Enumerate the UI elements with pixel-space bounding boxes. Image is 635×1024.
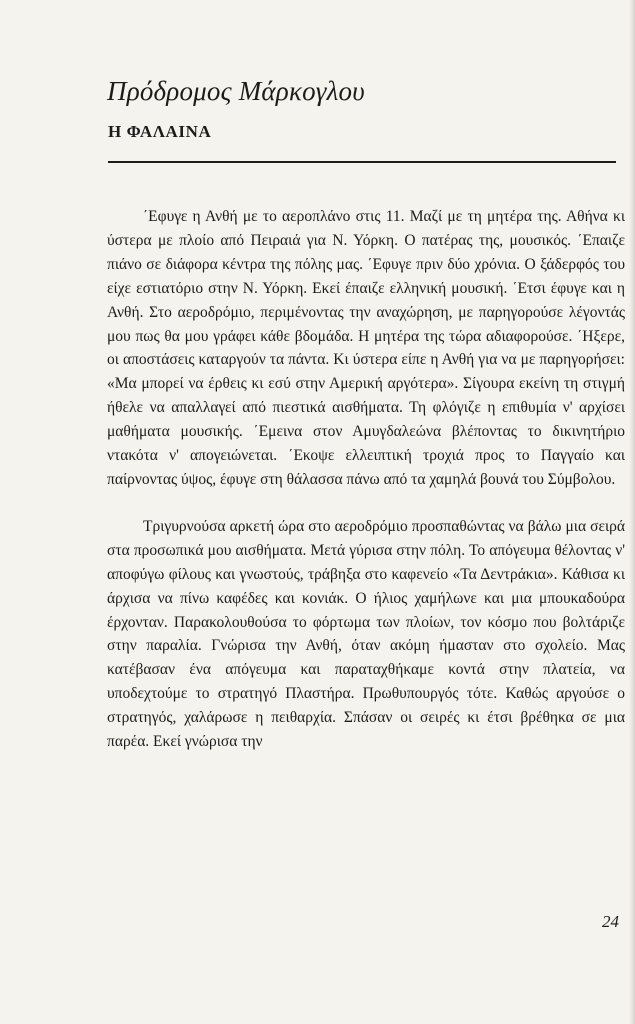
body-text — [107, 205, 625, 754]
story-title: Η ΦΑΛΑΙΝΑ — [108, 122, 212, 141]
page-number: 24 — [602, 912, 619, 931]
paragraph: Τριγυρνούσα αρκετή ώρα στο αεροδρόμιο προσπαθώντας να βάλω μια σειρά στα προσωπικά μου αισθήματα. Μετά γύρισα στην πόλη. Το απόγευμα θέλοντας ν' αποφύγω φίλους και γνωστούς, τράβηξα στο καφενείο «Τα Δεντράκια». Κάθισα κι άρχισα να πίνω καφέδες και κονιάκ. Ο ήλιος χαμήλωνε και μια μπουκαδούρα έρχονταν. Παρακολουθούσα το φόρτωμα των πλοίων, τον κόσμο που βολτάριζε στην παραλία. Γνώρισα την Ανθή, όταν ακόμη ήμασταν στο σχολείο. Μας κατέβασαν ένα απόγευμα και παραταχθήκαμε κοντά στην πλατεία, να υποδεχτούμε το στρατηγό Πλαστήρα. Πρωθυπουργός τότε. Καθώς αργούσε ο στρατηγός, χαλάρωσε η πειθαρχία. Σπάσαν οι σειρές κι έτσι βρέθηκα σε μια παρέα. Εκεί γνώρισα την — [107, 517, 625, 751]
author-name: Πρόδρομος Μάρκογλου — [107, 76, 365, 106]
paragraph: ΄Εφυγε η Ανθή με το αεροπλάνο στις 11. Μαζί με τη μητέρα της. Αθήνα κι ύστερα με πλοίο από Πειραιά για Ν. Υόρκη. Ο πατέρας της, μουσικός. ΄Επαιζε πιάνο σε διάφορα κέντρα της πόλης μας. ΄Εφυγε πριν δύο χρόνια. Ο ξάδερφός του είχε εστιατόριο στην Ν. Υόρκη. Εκεί έπαιζε ελληνική μουσική. ΄Ετσι έφυγε και η Ανθή. Στο αεροδρόμιο, περιμένοντας την αναχώρηση, με παρηγορούσε λέγοντάς μου πως θα μου γράφει κάθε βδομάδα. Η μητέρα της τώρα αδιαφορούσε. ΄Ηξερε, οι αποστάσεις καταργούν τα πάντα. Κι ύστερα είπε η Ανθή για να με παρηγορήσει: «Μα μπορεί να έρθεις κι εσύ στην Αμερική αργότερα». Σίγουρα εκείνη τη στιγμή ήθελε να απαλλαγεί από πιεστικά αισθήματα. Τη φλόγιζε η επιθυμία ν' αρχίσει μαθήματα μουσικής. ΄Εμεινα στον Αμυγδαλεώνα βλέποντας το δικινητήριο ντακότα ν' απογειώνεται. ΄Εκοψε ελλειπτική τροχιά προς το Παγγαίο και παίρνοντας ύψος, έφυγε στη θάλασσα πάνω από τα χαμηλά βουνά του Σύμβολου. — [107, 208, 625, 488]
page-edge — [629, 0, 635, 1024]
title-divider — [108, 161, 616, 163]
